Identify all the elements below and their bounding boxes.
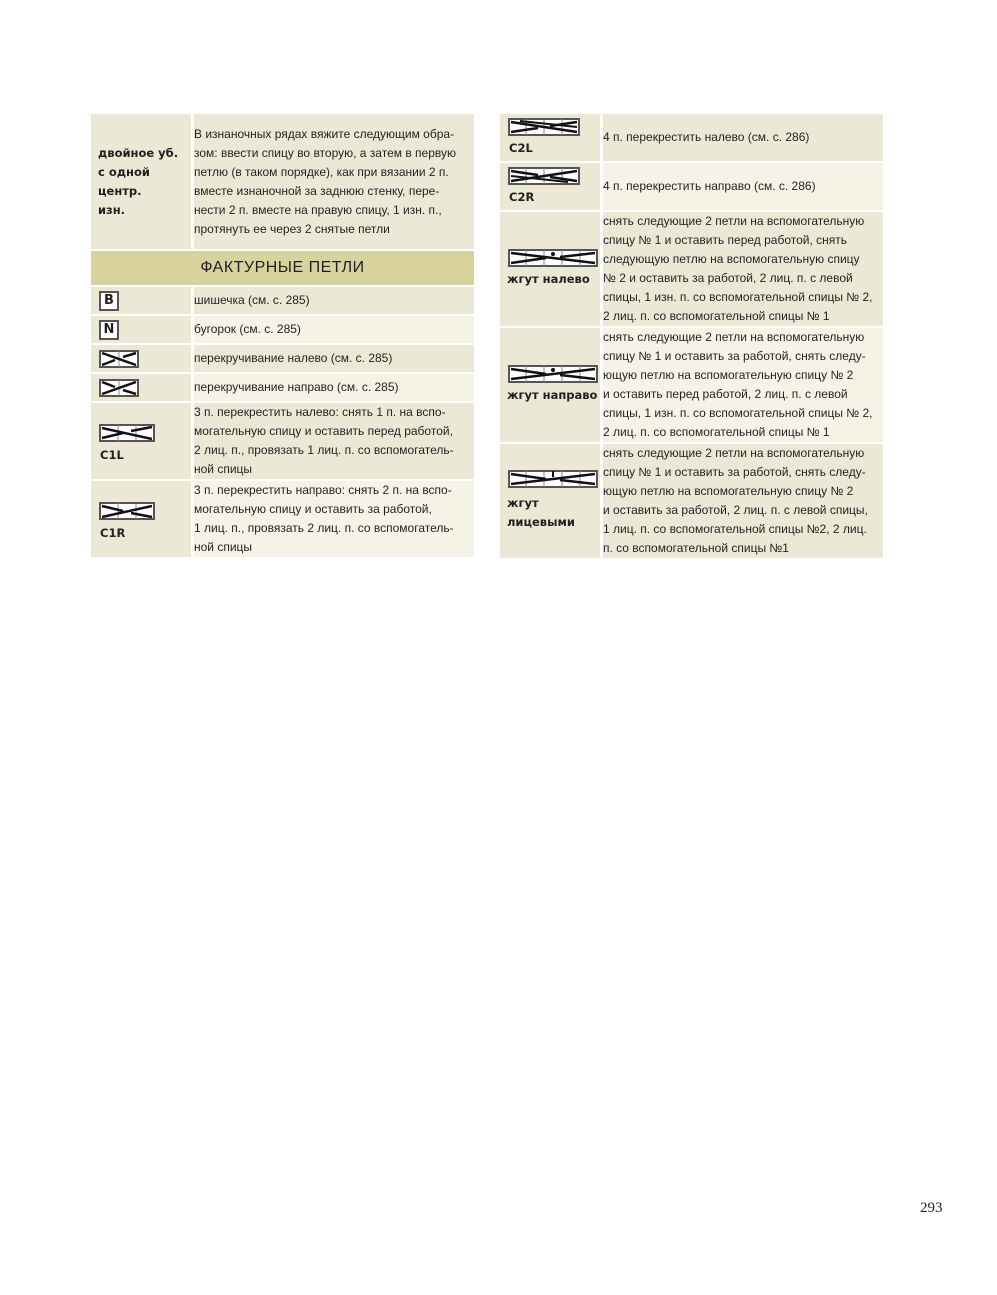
symbol-cell [91,316,194,343]
table-row [500,444,883,558]
table-row [500,163,883,210]
twist-left-icon [99,350,139,368]
symbol-label [500,494,600,532]
symbol-cell [500,444,603,558]
desc-line: 2 лиц. п. со вспомогательной спицы № 1 [603,309,830,323]
table-row [500,114,883,161]
label-line: с одной центр. [98,164,150,198]
c2l-cable-icon [508,118,580,136]
desc-line: снять следующие 2 петли на вспомогательную [603,330,865,344]
desc-line: вместе изнаночной за заднюю стенку, пере- [194,183,440,198]
desc-line: и оставить за работой, 2 лиц. п. с левой спицы, [603,503,868,517]
desc-line: В изнаночных рядах вяжите следующим обра- [194,126,455,141]
desc-line: ющую петлю на вспомогательную спицу № 2 [603,484,854,498]
desc-line: перекручивание налево (см. с. 285) [194,351,393,365]
desc-line: 3 п. перекрестить направо: снять 2 п. на вспо- [194,483,452,497]
symbol-cell [500,328,603,442]
table-row [91,345,474,372]
description-cell [194,316,474,343]
cable-knit-icon [508,470,598,488]
desc-line: п. со вспомогательной спицы №1 [603,541,789,555]
twist-right-icon [99,379,139,397]
desc-line: нести 2 п. вместе на правую спицу, 1 изн. п., [194,202,442,217]
label-line: лицевыми [507,515,575,529]
table-row [91,481,474,557]
description-cell [603,328,883,442]
symbol-cell [500,163,603,210]
description-cell [194,287,474,314]
symbol-label: C2R [509,189,535,204]
desc-line: и оставить перед работой, 2 лиц. п. с левой [603,387,848,401]
desc-line: 1 лиц. п., провязать 2 лиц. п. со вспомогатель- [194,521,454,535]
description-cell [194,114,474,249]
label-line: жгут [507,496,539,510]
desc-line: снять следующие 2 петли на вспомогательную [603,446,865,460]
description-cell [603,163,883,210]
desc-line: 4 п. перекрестить налево (см. с. 286) [603,130,810,144]
symbol-label: C1R [100,525,126,540]
table-row [91,403,474,479]
desc-line: 2 лиц. п. со вспомогательной спицы № 1 [603,425,830,439]
symbol-cell [91,287,194,314]
desc-line: шишечка (см. с. 285) [194,293,310,307]
c1l-cable-icon [99,424,155,442]
desc-line: снять следующие 2 петли на вспомогательную [603,214,865,228]
page-number: 293 [920,1200,943,1216]
desc-line: ной спицы [194,462,253,476]
section-title: ФАКТУРНЫЕ ПЕТЛИ [91,251,474,285]
table-row [91,316,474,343]
symbol-label [91,144,191,220]
table-row [91,374,474,401]
desc-line: ющую петлю на вспомогательную спицу № 2 [603,368,854,382]
description-cell [603,212,883,326]
description-cell [194,374,474,401]
desc-line: спицы, 1 изн. п. со вспомогательной спицы № 2, [603,406,873,420]
table-row [91,114,474,249]
desc-line: следующую петлю на вспомогательную спицу [603,252,860,266]
description-cell [194,403,474,479]
symbol-cell [91,114,194,249]
symbol-cell [500,114,603,161]
symbol-label: жгут направо [507,388,598,402]
bobble-symbol-icon: B [99,291,119,311]
section-header-row [91,251,474,285]
description-cell [194,345,474,372]
symbol-cell [91,345,194,372]
table-row [91,287,474,314]
desc-line: могательную спицу и оставить за работой, [194,502,432,516]
desc-line: зом: ввести спицу во вторую, а затем в первую [194,145,456,160]
desc-line: спицу № 1 и оставить за работой, снять следу- [603,349,866,363]
symbol-label: C1L [100,447,124,462]
cable-left-icon [508,249,598,267]
desc-line: спицы, 1 изн. п. со вспомогательной спицы № 2, [603,290,873,304]
description-cell [603,444,883,558]
cable-right-icon [508,365,598,383]
desc-line: бугорок (см. с. 285) [194,322,301,336]
desc-line: спицу № 1 и оставить за работой, снять следу- [603,465,866,479]
table-row [500,212,883,326]
desc-line: петлю (в таком порядке), как при вязании 2 п. [194,164,449,179]
desc-line: 2 лиц. п., провязать 1 лиц. п. со вспомогатель- [194,443,454,457]
symbol-cell [91,481,194,557]
left-symbol-table [91,112,474,559]
symbol-cell [91,403,194,479]
desc-line: спицу № 1 и оставить перед работой, снять [603,233,848,247]
label-line: изн. [98,202,126,217]
symbol-label: жгут налево [507,272,590,286]
c1r-cable-icon [99,502,155,520]
symbol-label: C2L [509,140,533,155]
description-cell [194,481,474,557]
right-symbol-table [500,112,883,560]
table-row [500,328,883,442]
label-line: двойное уб. [98,145,179,160]
symbol-cell [91,374,194,401]
description-cell [603,114,883,161]
desc-line: протянуть ее через 2 снятые петли [194,221,390,236]
desc-line: перекручивание направо (см. с. 285) [194,380,399,394]
desc-line: могательную спицу и оставить перед работой, [194,424,453,438]
desc-line: 4 п. перекрестить направо (см. с. 286) [603,179,816,193]
nupp-symbol-icon: N [99,320,119,340]
c2r-cable-icon [508,167,580,185]
desc-line: 3 п. перекрестить налево: снять 1 п. на вспо- [194,405,446,419]
desc-line: № 2 и оставить за работой, 2 лиц. п. с левой [603,271,853,285]
desc-line: ной спицы [194,540,253,554]
symbol-cell [500,212,603,326]
desc-line: 1 лиц. п. со вспомогательной спицы №2, 2 лиц. [603,522,867,536]
